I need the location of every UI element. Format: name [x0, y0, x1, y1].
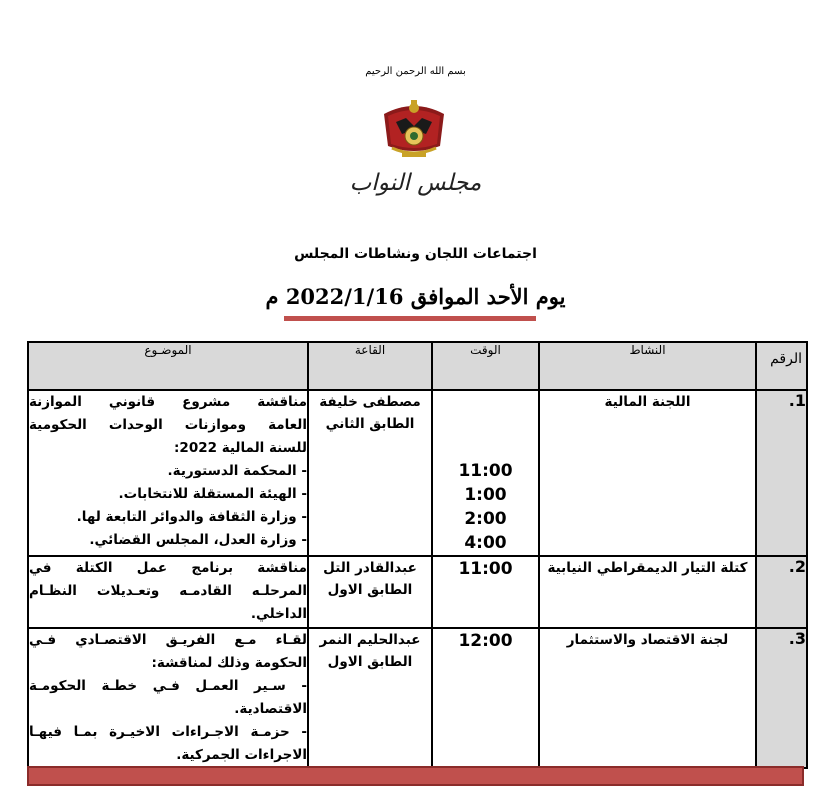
- subject-line: العامة وموازنات الوحدات الحكومية: [29, 417, 307, 433]
- page-heading: اجتماعات اللجان ونشاطات المجلس: [294, 246, 537, 262]
- subject-line: - وزارة العدل، المجلس القضائي.: [89, 532, 307, 548]
- date-line: يوم الأحد الموافق 2022/1/16 م: [265, 284, 566, 309]
- header-activity: النشاط: [539, 342, 756, 390]
- row-hall: [308, 390, 432, 556]
- subject-line: - سـير العمـل فـي خطـة الحكومـة: [29, 678, 307, 694]
- table-row: [28, 390, 807, 556]
- row-activity: اللجنة المالية: [539, 390, 756, 556]
- footer-bar: [27, 766, 804, 786]
- hall-floor: الطابق الاول: [327, 654, 413, 670]
- header-number: الرقم: [756, 342, 807, 390]
- subject-line: الاجراءات الجمركية.: [176, 747, 307, 763]
- subject-line: المرحلـه القادمـه وتعـديلات النظـام: [29, 583, 307, 599]
- time-line: 2:00: [464, 509, 507, 529]
- row-number: 2.: [756, 556, 807, 628]
- hall-floor: الطابق الاول: [327, 582, 413, 598]
- subject-line: الداخلي.: [250, 606, 307, 622]
- royal-emblem-icon: [378, 96, 450, 162]
- subject-line: - وزارة الثقافة والدوائر التابعة لها.: [76, 509, 307, 525]
- row-number: 3.: [756, 628, 807, 768]
- subject-line: الحكومة وذلك لمناقشة:: [151, 655, 307, 671]
- row-subject: [28, 628, 308, 768]
- subject-line: لقـاء مـع الفريـق الاقتصـادي فـي: [29, 632, 307, 648]
- basmala: بسم الله الرحمن الرحيم: [365, 66, 466, 77]
- row-hall: [308, 628, 432, 768]
- hall-name: مصطفى خليفة: [319, 394, 421, 410]
- header-subject: الموضـوع: [28, 342, 308, 390]
- council-name: مجلس النواب: [349, 170, 482, 196]
- row-number: 1.: [756, 390, 807, 556]
- table-row: [28, 556, 807, 628]
- subject-line: - حزمـة الاجـراءات الاخيـرة بمـا فيهـا: [29, 724, 307, 740]
- subject-line: - المحكمة الدستورية.: [167, 463, 307, 479]
- hall-floor: الطابق الثاني: [325, 416, 415, 432]
- subject-line: - الهيئة المستقلة للانتخابات.: [118, 486, 307, 502]
- time-line: 11:00: [458, 461, 513, 481]
- row-subject: [28, 556, 308, 628]
- time-line: 1:00: [464, 485, 507, 505]
- table-header-row: [28, 342, 807, 390]
- row-activity: كتلة التيار الديمقراطي النيابية: [539, 556, 756, 628]
- header-hall: القاعة: [308, 342, 432, 390]
- row-hall: [308, 556, 432, 628]
- subject-line: الاقتصادية.: [234, 701, 307, 717]
- time-line: 11:00: [458, 559, 513, 579]
- row-activity: لجنة الاقتصاد والاستثمار: [539, 628, 756, 768]
- subject-line: للسنة المالية 2022:: [174, 440, 307, 456]
- agenda-table: [27, 341, 808, 769]
- time-line: 4:00: [464, 533, 507, 553]
- row-time: [432, 556, 539, 628]
- date-underline: [284, 316, 536, 321]
- hall-name: عبدالحليم النمر: [319, 632, 421, 648]
- subject-line: مناقشة مشروع قانوني الموازنة: [29, 394, 307, 410]
- hall-name: عبدالقادر التل: [323, 560, 417, 576]
- header-time: الوقت: [432, 342, 539, 390]
- row-subject: [28, 390, 308, 556]
- table-row: [28, 628, 807, 768]
- time-line: 12:00: [458, 631, 513, 651]
- row-time: [432, 390, 539, 556]
- subject-line: مناقشة برنامج عمل الكتلة في: [29, 560, 307, 576]
- row-time: [432, 628, 539, 768]
